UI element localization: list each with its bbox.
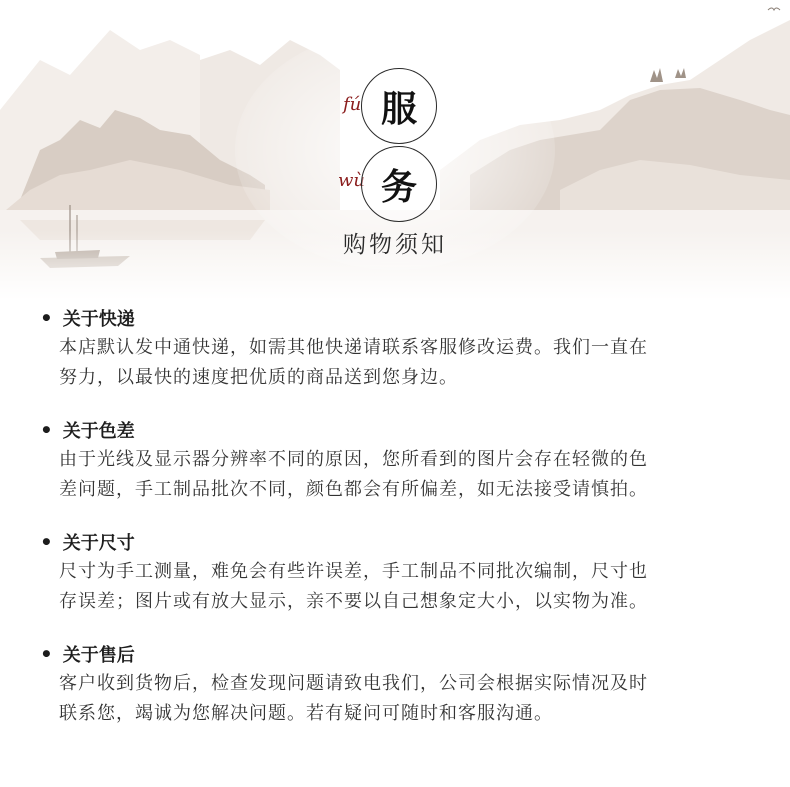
section-title-text: 关于色差 [62, 421, 135, 442]
section-title [40, 415, 760, 445]
seal-char-fu-text: 服 [380, 87, 417, 130]
section-line: 联系您，竭诚为您解决问题。若有疑问可随时和客服沟通。 [59, 703, 553, 724]
section-line: 本店默认发中通快递，如需其他快递请联系客服修改运费。我们一直在 [59, 337, 648, 358]
section-body [59, 445, 760, 505]
section-title [40, 639, 760, 669]
section-line: 尺寸为手工测量，难免会有些许误差，手工制品不同批次编制，尺寸也 [59, 561, 648, 582]
seal-char-wu [361, 146, 437, 222]
seal-char-wu-text: 务 [380, 165, 417, 208]
pinyin-fu: fú [343, 94, 362, 115]
seal-char-fu [361, 68, 437, 144]
section-line: 客户收到货物后，检查发现问题请致电我们，公司会根据实际情况及时 [59, 673, 648, 694]
section-after-sales [40, 639, 760, 729]
section-body [59, 557, 760, 617]
section-line: 差问题，手工制品批次不同，颜色都会有所偏差，如无法接受请慎拍。 [59, 479, 648, 500]
section-body [59, 333, 760, 393]
bullet-icon: • [40, 306, 53, 330]
section-size [40, 527, 760, 617]
section-color-difference [40, 415, 760, 505]
pinyin-wu: wù [338, 170, 365, 191]
bullet-icon: • [40, 418, 53, 442]
section-line: 努力，以最快的速度把优质的商品送到您身边。 [59, 367, 458, 388]
landscape-banner [0, 0, 790, 300]
section-body [59, 669, 760, 729]
section-shipping [40, 303, 760, 393]
section-line: 由于光线及显示器分辨率不同的原因，您所看到的图片会存在轻微的色 [59, 449, 648, 470]
bullet-icon: • [40, 642, 53, 666]
page-subtitle: 购物须知 [343, 232, 447, 258]
section-title-text: 关于售后 [62, 645, 135, 666]
section-title [40, 303, 760, 333]
section-title [40, 527, 760, 557]
notice-content [40, 303, 760, 751]
section-title-text: 关于快递 [62, 309, 135, 330]
section-title-text: 关于尺寸 [62, 533, 135, 554]
bullet-icon: • [40, 530, 53, 554]
section-line: 存误差；图片或有放大显示，亲不要以自己想象定大小，以实物为准。 [59, 591, 648, 612]
